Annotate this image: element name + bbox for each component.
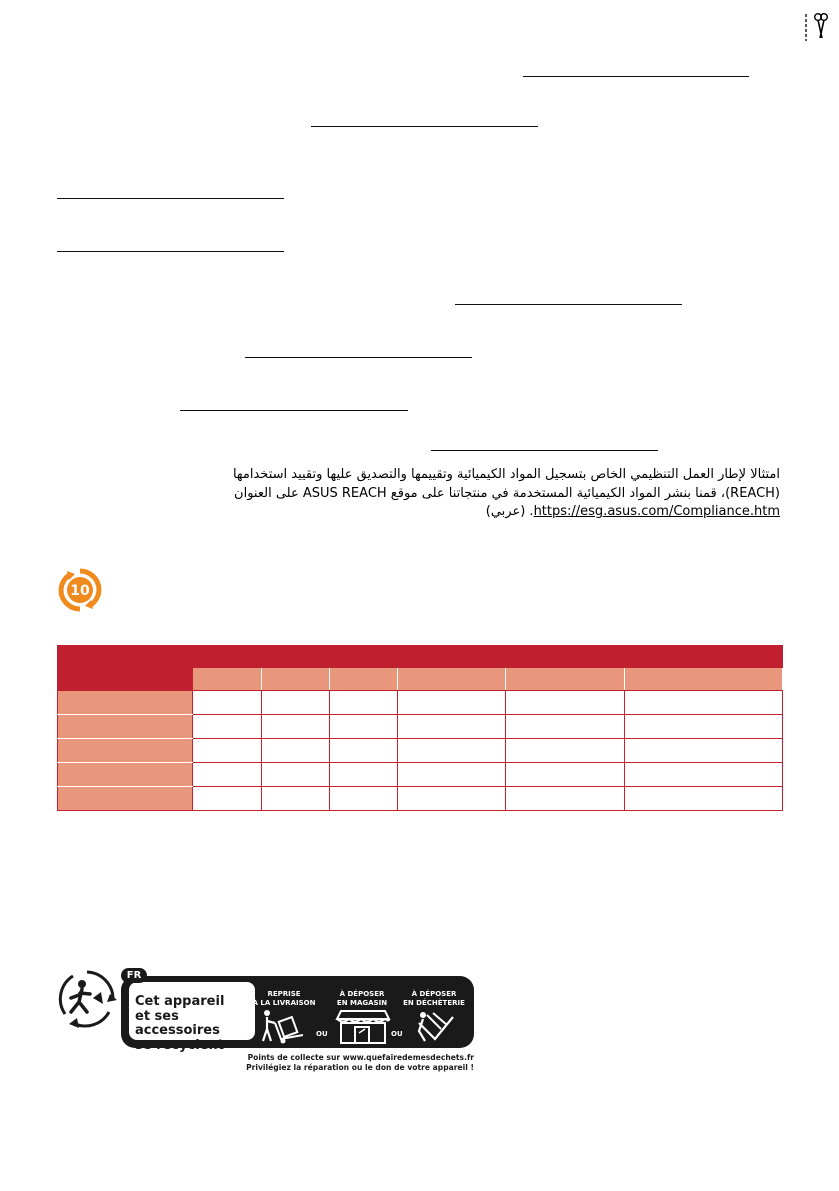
link-underline-5[interactable]	[455, 304, 682, 305]
arabic-reach-paragraph	[220, 466, 780, 522]
arabic-lang-label: (عربي)	[485, 504, 526, 519]
link-underline-8[interactable]	[431, 450, 658, 451]
link-underline-1[interactable]	[523, 76, 749, 77]
link-underline-3[interactable]	[57, 198, 284, 199]
epup-value: 10	[70, 583, 90, 599]
recycling-footer-line-1: Points de collecte sur www.quefairedemesdechets.fr	[247, 1053, 474, 1062]
scissors-icon	[800, 10, 830, 42]
country-tag-fr: FR	[121, 968, 147, 983]
epup-10-icon	[57, 568, 103, 612]
table-row	[58, 763, 783, 787]
substance-col-6	[625, 668, 783, 691]
substance-col-2	[262, 668, 330, 691]
link-underline-6[interactable]	[245, 357, 472, 358]
recycling-footer-line-2: Privilégiez la réparation ou le don de votre appareil !	[246, 1063, 474, 1072]
hazardous-substances-table	[57, 645, 783, 811]
main-text-line-3: se recyclent	[135, 1037, 224, 1053]
recycle-center-icon	[413, 1009, 457, 1045]
reach-link[interactable]: https://esg.asus.com/Compliance.htm	[533, 504, 780, 519]
main-text-line-1: Cet appareil	[135, 994, 225, 1009]
table-row	[58, 739, 783, 763]
table-row	[58, 715, 783, 739]
recycling-info-block	[121, 968, 476, 1053]
substance-col-5	[506, 668, 625, 691]
store-icon	[335, 1009, 391, 1045]
row-label	[58, 763, 193, 787]
main-text-line-2: et ses accessoires	[135, 1008, 220, 1038]
recycling-footer	[114, 1053, 474, 1073]
delivery-icon	[259, 1009, 311, 1045]
row-label	[58, 787, 193, 811]
table-row	[58, 787, 783, 811]
link-underline-4[interactable]	[57, 251, 284, 252]
separator-ou-1: OU	[316, 1030, 328, 1038]
option-dechetterie-label: À DÉPOSER EN DÉCHÈTERIE	[403, 990, 465, 1007]
substances-header	[193, 646, 783, 668]
option-delivery-label: REPRISE À LA LIVRAISON	[252, 990, 316, 1007]
arabic-line-3: https://esg.asus.com/Compliance.htm. (عربي)	[485, 504, 780, 519]
recycling-dark-panel	[121, 976, 474, 1053]
triman-icon	[57, 968, 117, 1030]
arabic-line-2: (REACH)، قمنا بنشر المواد الكيميائية المستخدمة في منتجاتنا على موقع ASUS REACH على العنوان	[234, 485, 780, 501]
part-name-header	[58, 646, 193, 691]
row-label	[58, 715, 193, 739]
row-label	[58, 691, 193, 715]
row-label	[58, 739, 193, 763]
substance-col-3	[330, 668, 398, 691]
table-row	[58, 691, 783, 715]
table-header-row	[58, 646, 783, 668]
arabic-line-1: امتثالا لإطار العمل التنظيمي الخاص بتسجيل المواد الكيميائية وتقييمها والتصديق عليها وتقييد استخدامها	[232, 467, 780, 482]
link-underline-7[interactable]	[180, 410, 408, 411]
option-store-label: À DÉPOSER EN MAGASIN	[336, 990, 388, 1007]
substance-col-1	[193, 668, 262, 691]
link-underline-2[interactable]	[311, 126, 538, 127]
separator-ou-2: OU	[391, 1030, 403, 1038]
substance-col-4	[398, 668, 506, 691]
recycling-main-panel	[127, 980, 257, 1053]
recycling-main-text	[135, 995, 261, 1053]
